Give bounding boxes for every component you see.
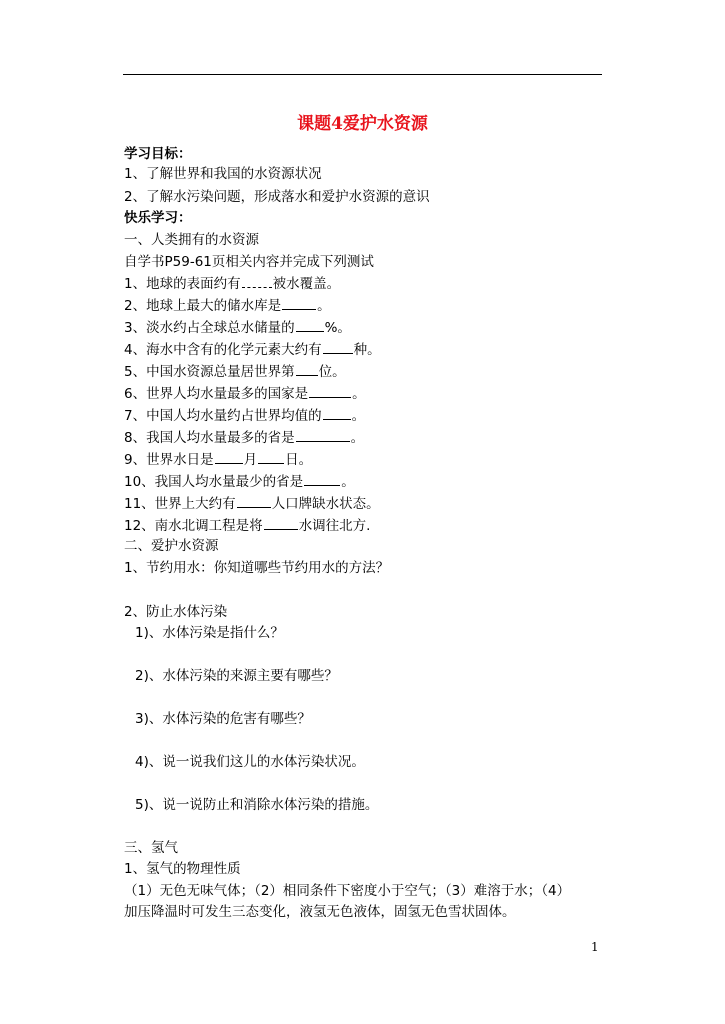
quiz-text: 种。	[353, 342, 381, 358]
blank-field[interactable]	[323, 406, 351, 420]
quiz-text: 。	[341, 474, 355, 490]
quiz-text: 1、地球的表面约有	[124, 276, 241, 292]
section1-heading: 一、人类拥有的水资源	[124, 232, 259, 248]
quiz-text: 10、我国人均水量最少的省是	[124, 474, 304, 490]
happy-heading: 快乐学习：	[124, 210, 192, 226]
section2-question: 2、防止水体污染	[124, 604, 228, 620]
objective-item: 2、了解水污染问题，形成落水和爱护水资源的意识	[124, 189, 430, 205]
quiz-item	[124, 362, 346, 382]
section3-text: 加压降温时可发生三态变化，液氢无色液体，固氢无色雪状固体。	[124, 904, 516, 920]
blank-field[interactable]	[296, 318, 324, 332]
quiz-text: 12、南水北调工程是将	[124, 518, 263, 534]
section2-subquestion: 2)、水体污染的来源主要有哪些？	[135, 668, 338, 684]
quiz-item	[124, 384, 366, 404]
quiz-text: 7、中国人均水量约占世界均值的	[124, 408, 322, 424]
quiz-text: 4、海水中含有的化学元素大约有	[124, 342, 322, 358]
quiz-item	[124, 450, 312, 470]
section2-subquestion: 1)、水体污染是指什么？	[135, 625, 284, 641]
quiz-text: 。	[352, 386, 366, 402]
quiz-item	[124, 494, 380, 514]
quiz-text: 月	[243, 452, 258, 468]
quiz-text: 。	[351, 408, 366, 424]
section2-heading: 二、爱护水资源	[124, 538, 219, 554]
section3-subheading: 1、氢气的物理性质	[124, 861, 241, 877]
quiz-text: 2、地球上最大的储水库是	[124, 298, 282, 314]
quiz-item	[124, 472, 355, 492]
section2-question: 1、节约用水：你知道哪些节约用水的方法？	[124, 560, 390, 576]
quiz-text: 8、我国人均水量最多的省是	[124, 430, 295, 446]
quiz-item	[124, 318, 351, 338]
quiz-text: 被水覆盖。	[272, 276, 341, 292]
objectives-heading: 学习目标：	[124, 146, 192, 162]
quiz-text: %。	[324, 320, 351, 336]
blank-field[interactable]	[242, 274, 272, 288]
blank-field[interactable]	[215, 450, 243, 464]
quiz-text: 11、世界上大约有	[124, 496, 236, 512]
blank-field[interactable]	[296, 428, 350, 442]
quiz-item	[124, 274, 340, 294]
blank-field[interactable]	[237, 494, 271, 508]
section2-subquestion: 4)、说一说我们这儿的水体污染状况。	[135, 754, 365, 770]
blank-field[interactable]	[296, 362, 318, 376]
quiz-item	[124, 428, 364, 448]
section1-intro: 自学书P59-61页相关内容并完成下列测试	[124, 254, 374, 270]
page-number: 1	[591, 940, 599, 954]
quiz-text: 6、世界人均水量最多的国家是	[124, 386, 309, 402]
quiz-item	[124, 516, 370, 536]
blank-field[interactable]	[258, 450, 284, 464]
quiz-text: 5、中国水资源总量居世界第	[124, 364, 295, 380]
quiz-item	[124, 340, 381, 360]
objective-item: 1、了解世界和我国的水资源状况	[124, 166, 322, 182]
blank-field[interactable]	[304, 472, 340, 486]
quiz-text: 日。	[285, 452, 313, 468]
blank-field[interactable]	[323, 340, 353, 354]
quiz-text: 水调往北方.	[298, 518, 371, 534]
header-rule	[123, 74, 602, 75]
quiz-text: 人口牌缺水状态。	[271, 496, 380, 512]
section2-subquestion: 3)、水体污染的危害有哪些？	[135, 711, 311, 727]
page-title: 课题4爱护水资源	[297, 114, 428, 134]
blank-field[interactable]	[282, 296, 316, 310]
quiz-text: 位。	[318, 364, 346, 380]
blank-field[interactable]	[309, 384, 351, 398]
quiz-text: 3、淡水约占全球总水储量的	[124, 320, 295, 336]
section3-heading: 三、氢气	[124, 840, 178, 856]
quiz-item	[124, 406, 365, 426]
section2-subquestion: 5)、说一说防止和消除水体污染的措施。	[135, 797, 379, 813]
quiz-text: 。	[350, 430, 365, 446]
quiz-text: 9、世界水日是	[124, 452, 214, 468]
quiz-text: 。	[317, 298, 331, 314]
section3-text: （1）无色无味气体；（2）相同条件下密度小于空气；（3）难溶于水；（4）	[124, 883, 571, 899]
blank-field[interactable]	[264, 516, 298, 530]
quiz-item	[124, 296, 331, 316]
